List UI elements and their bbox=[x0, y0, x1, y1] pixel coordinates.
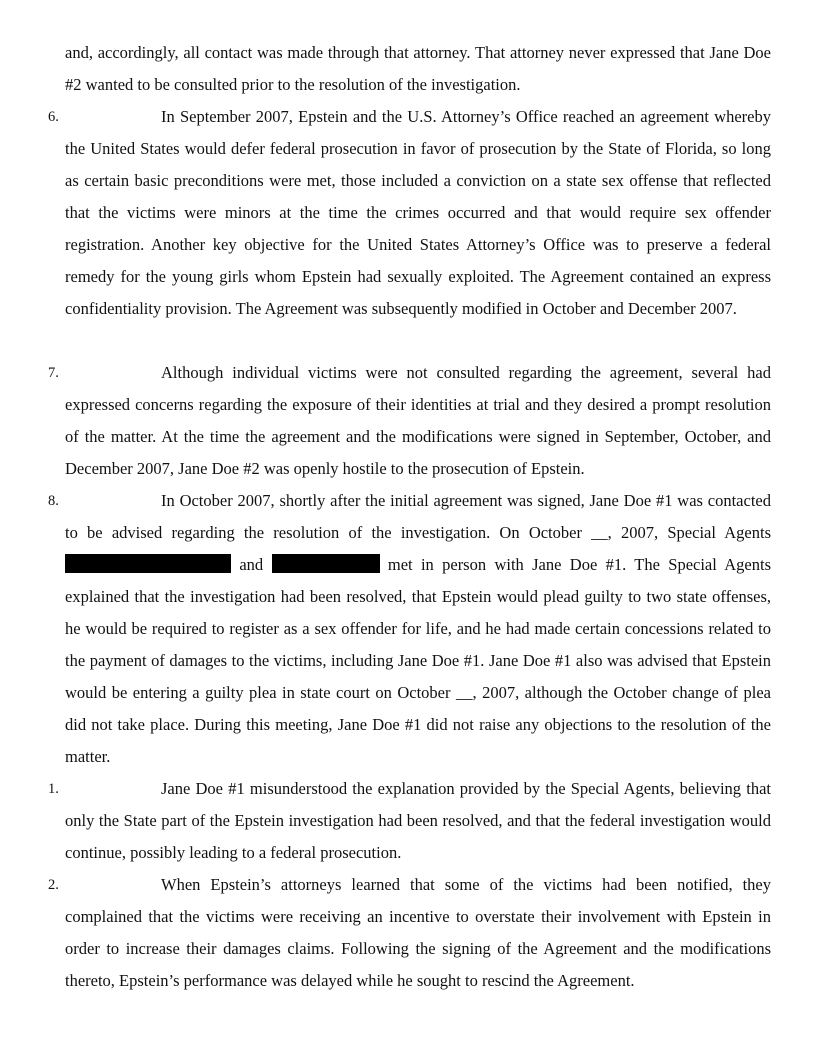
paragraph-number-8: 8. bbox=[48, 493, 59, 509]
paragraph-1 bbox=[65, 773, 771, 869]
paragraph-8-text-part3: met in person with Jane Doe #1. The Special Agents explained that the investigation had been resolved, that Epstein would plead guilty to two state offenses, he would be required to register as a sex offender for life, and he had made certain concessions related to the payment of damages to the victims, including Jane Doe #1. Jane Doe #1 also was advised that Epstein would be entering a guilty plea in state court on October __, 2007, although the October change of plea did not take place. During this meeting, Jane Doe #1 did not raise any objections to the resolution of the matter. bbox=[65, 555, 772, 766]
paragraph-number-2: 2. bbox=[48, 877, 59, 893]
paragraph-6-text: In September 2007, Epstein and the U.S. Attorney’s Office reached an agreement whereby the United States would defer federal prosecution in favor of prosecution by the State of Florida, so long as certain basic preconditions were met, those included a conviction on a state sex offense that reflected that the victims were minors at the time the crimes occurred and that would require sex offender registration. Another key objective for the United States Attorney’s Office was to preserve a federal remedy for the young girls whom Epstein had sexually exploited. The Agreement contained an express confidentiality provision. The Agreement was subsequently modified in October and December 2007. bbox=[65, 107, 771, 318]
paragraph-8-text-part1: In October 2007, shortly after the initial agreement was signed, Jane Doe #1 was contacted to be advised regarding the resolution of the investigation. On October __, 2007, Special Agents bbox=[65, 491, 771, 542]
paragraph-number-1: 1. bbox=[48, 781, 59, 797]
paragraph-6 bbox=[65, 101, 771, 325]
paragraph-1-text: Jane Doe #1 misunderstood the explanation provided by the Special Agents, believing that only the State part of the Epstein investigation had been resolved, and that the federal investigation would continue, possibly leading to a federal prosecution. bbox=[65, 779, 771, 862]
paragraph-8-text-part2: and bbox=[239, 555, 264, 574]
paragraph-number-6: 6. bbox=[48, 109, 59, 125]
redaction-box bbox=[272, 554, 380, 573]
paragraph-8 bbox=[65, 485, 771, 773]
paragraph-7 bbox=[65, 357, 771, 485]
redaction-box bbox=[65, 554, 231, 573]
paragraph-2 bbox=[65, 869, 771, 997]
paragraph-2-text: When Epstein’s attorneys learned that some of the victims had been notified, they complained that the victims were receiving an incentive to overstate their involvement with Epstein in order to increase their damages claims. Following the signing of the Agreement and the modifications thereto, Epstein’s performance was delayed while he sought to rescind the Agreement. bbox=[65, 875, 771, 990]
paragraph-7-text: Although individual victims were not consulted regarding the agreement, several had expressed concerns regarding the exposure of their identities at trial and they desired a prompt resolution of the matter. At the time the agreement and the modifications were signed in September, October, and December 2007, Jane Doe #2 was openly hostile to the prosecution of Epstein. bbox=[65, 363, 771, 478]
paragraph-number-7: 7. bbox=[48, 365, 59, 381]
paragraph-continuation: and, accordingly, all contact was made through that attorney. That attorney never expressed that Jane Doe #2 wanted to be consulted prior to the resolution of the investigation. bbox=[65, 43, 771, 94]
